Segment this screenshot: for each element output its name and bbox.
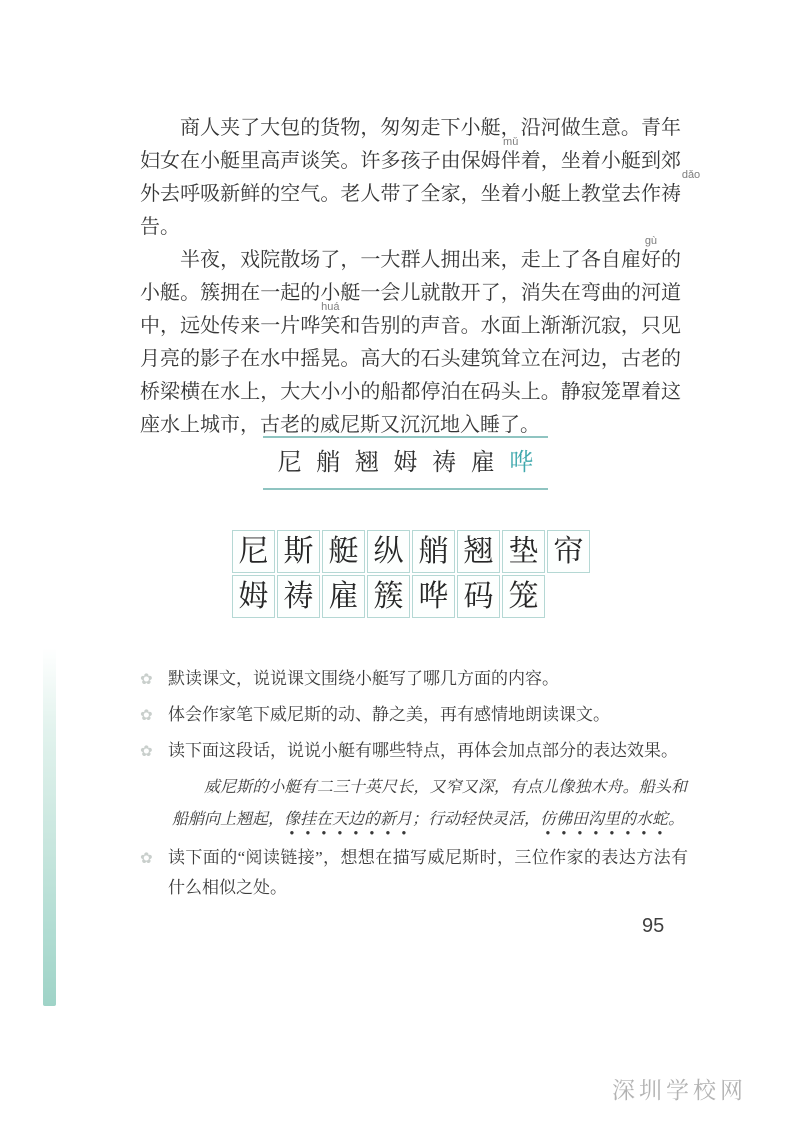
write-char-cell: 艇	[322, 530, 365, 573]
grid-row	[232, 530, 590, 573]
pinyin-annotation: mǔ	[503, 136, 519, 148]
write-char-cell: 翘	[457, 530, 500, 573]
site-watermark: 深圳学校网	[612, 1078, 747, 1103]
annotated-character: 雇 gù	[621, 249, 641, 271]
exercise-item	[140, 700, 688, 730]
write-char-cell: 哗	[412, 575, 455, 618]
lesson-body-text	[140, 98, 701, 442]
emphasis-dotted-text: 像挂在天边的新月	[284, 811, 413, 828]
flower-bullet-icon: ✿	[140, 706, 153, 724]
flower-bullet-icon: ✿	[140, 849, 153, 867]
annotated-character: 祷 dǎo	[661, 183, 681, 205]
paragraph: 半夜，戏院散场了，一大群人拥出来，走上了各自雇 gù 好的小艇。簇拥在一起的小艇一会儿就散开了，消失在弯曲的河道中，远处传来一片哗 huá 笑和告别的声音。水面上渐渐沉寂，只见月亮的影子在水中摇晃。高大的石头建筑耸立在河边，古老的桥梁横在水上，大大小小的船都停泊在码头上。静寂笼罩着这座水上城市，古老的威尼斯又沉沉地入睡了。	[140, 235, 682, 436]
write-char-cell: 祷	[277, 575, 320, 618]
recognize-char: 祷	[432, 450, 457, 476]
exercise-item	[140, 736, 688, 766]
recognize-char-highlighted: 哗	[509, 450, 534, 476]
emphasis-dotted-text: 仿佛田沟里的水蛇	[540, 811, 669, 828]
pinyin-annotation: dǎo	[681, 169, 701, 181]
write-char-cell: 帘	[547, 530, 590, 573]
exercise-text: 体会作家笔下威尼斯的动、静之美，再有感情地朗读课文。	[168, 705, 610, 724]
recognize-char: 雇	[470, 450, 495, 476]
paragraph: 商人夹了大包的货物，匆匆走下小艇，沿河做生意。青年妇女在小艇里高声谈笑。许多孩子由保姆 mǔ 伴着，坐着小艇到郊外去呼吸新鲜的空气。老人带了全家，坐着小艇上教堂去作祷 dǎo 告。	[140, 117, 701, 238]
pinyin-annotation: gù	[644, 235, 658, 247]
write-char-cell: 斯	[277, 530, 320, 573]
write-char-cell: 艄	[412, 530, 455, 573]
recognize-char: 艄	[316, 450, 341, 476]
flower-bullet-icon: ✿	[140, 742, 153, 760]
annotated-character: 哗 huá	[300, 315, 320, 337]
recognize-char: 翘	[354, 450, 379, 476]
page-edge-watercolor-strip	[43, 648, 56, 1006]
write-char-cell: 码	[457, 575, 500, 618]
flower-bullet-icon: ✿	[140, 670, 153, 688]
exercise-text: 读下面的“阅读链接”，想想在描写威尼斯时，三位作家的表达方法有什么相似之处。	[168, 848, 688, 897]
annotated-character: 姆 mǔ	[481, 150, 501, 172]
characters-to-write-grid	[232, 530, 590, 620]
write-char-cell: 垫	[502, 530, 545, 573]
exercise-item	[140, 664, 688, 694]
write-char-cell: 笼	[502, 575, 545, 618]
after-class-exercises	[140, 664, 688, 909]
recognize-char: 尼	[277, 450, 302, 476]
quoted-passage: 威尼斯的小艇有二三十英尺长，又窄又深，有点儿像独木舟。船头和船艄向上翘起，像挂在天边的新月；行动轻快灵活，仿佛田沟里的水蛇。	[172, 779, 687, 828]
write-char-cell: 簇	[367, 575, 410, 618]
write-char-cell: 姆	[232, 575, 275, 618]
characters-to-recognize-band	[263, 436, 548, 490]
pinyin-annotation: huá	[321, 301, 340, 313]
page-number: 95	[642, 915, 665, 937]
write-char-cell: 雇	[322, 575, 365, 618]
recognize-char: 姆	[393, 450, 418, 476]
grid-row	[232, 575, 590, 618]
exercise-text: 读下面这段话，说说小艇有哪些特点，再体会加点部分的表达效果。	[168, 741, 678, 760]
exercise-text: 默读课文，说说课文围绕小艇写了哪几方面的内容。	[168, 669, 559, 688]
exercise-item	[140, 843, 688, 903]
write-char-cell: 纵	[367, 530, 410, 573]
write-char-cell: 尼	[232, 530, 275, 573]
